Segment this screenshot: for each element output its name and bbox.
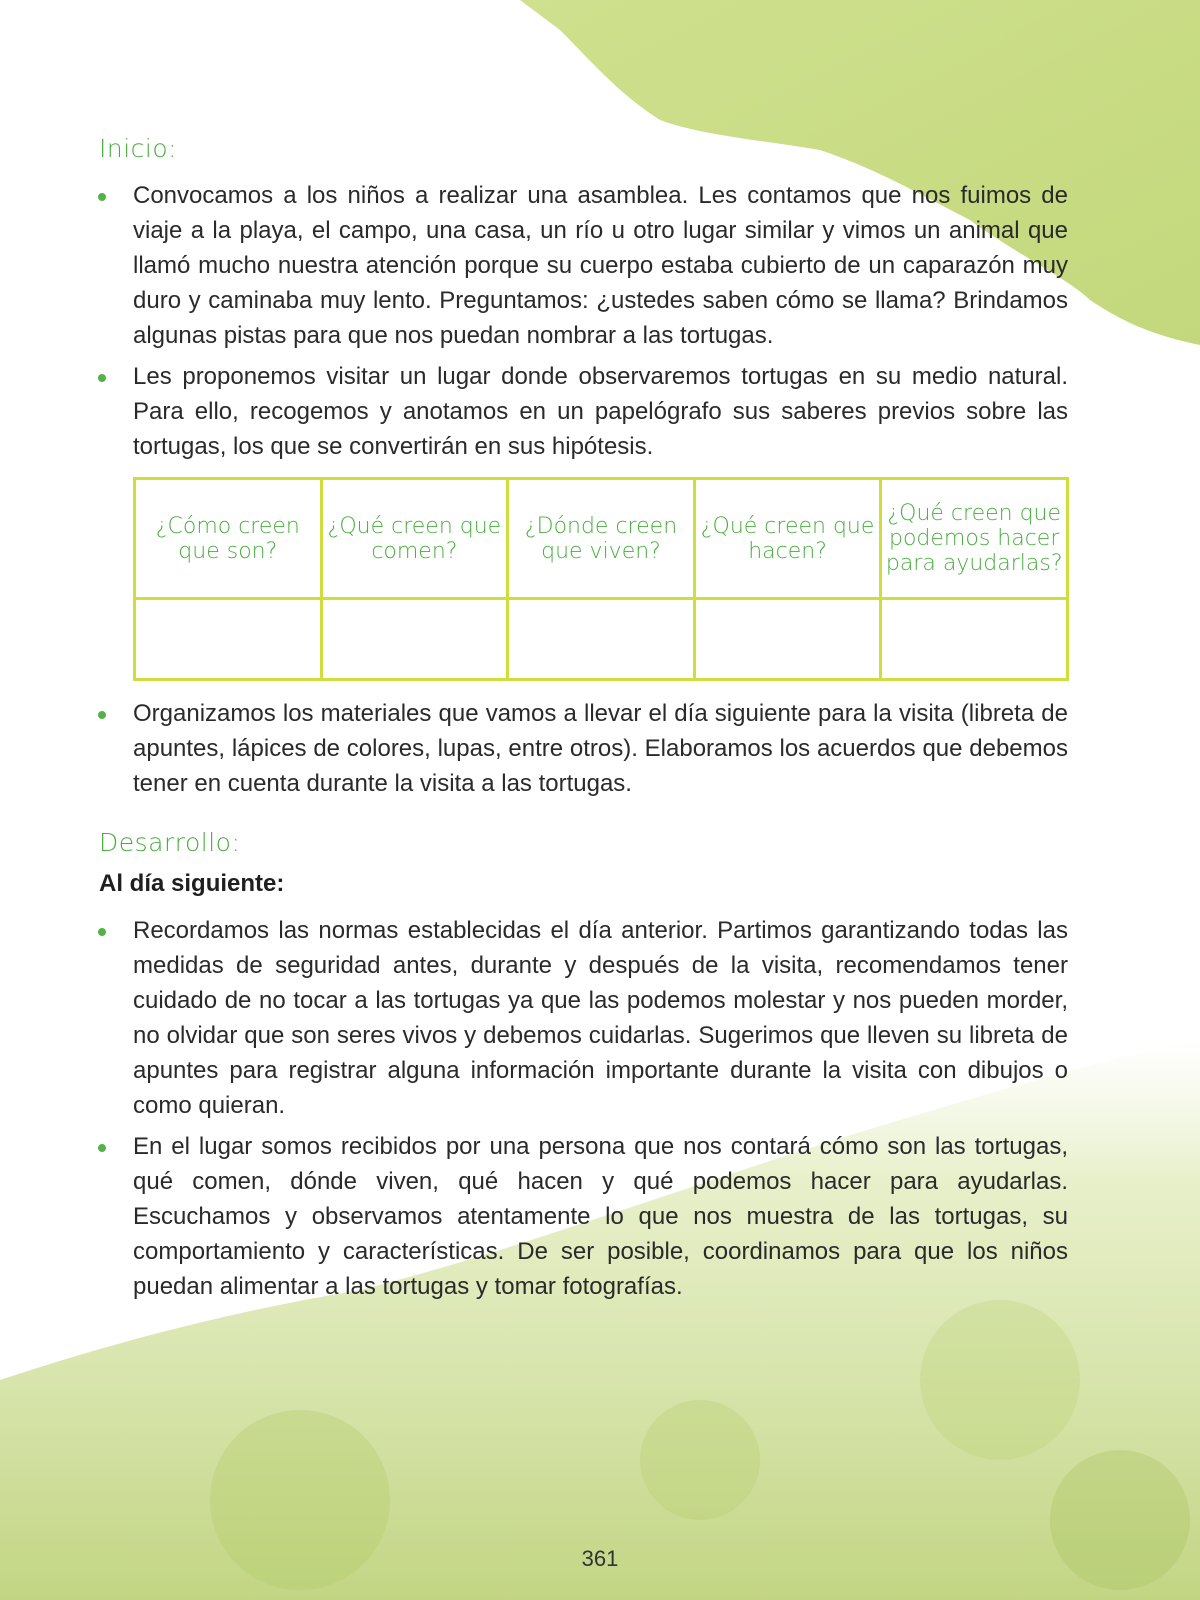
bullet-dot-icon xyxy=(98,374,106,382)
table-cell xyxy=(321,599,508,680)
table-header-cell: ¿Dónde creen que viven? xyxy=(508,479,695,599)
table-row xyxy=(135,599,1068,680)
table-header-cell: ¿Cómo creen que son? xyxy=(135,479,322,599)
inicio-heading: Inicio: xyxy=(99,134,178,163)
desarrollo-heading: Desarrollo: xyxy=(99,828,241,857)
bullet-dot-icon xyxy=(98,928,106,936)
table-cell xyxy=(694,599,881,680)
bullet-dot-icon xyxy=(98,193,106,201)
table-header-row xyxy=(135,479,1068,599)
bullet-dot-icon xyxy=(98,1144,106,1152)
table-cell xyxy=(508,599,695,680)
bullet-dot-icon xyxy=(98,711,106,719)
table-header-cell: ¿Qué creen que hacen? xyxy=(694,479,881,599)
inicio-bullet-list xyxy=(98,178,1068,470)
table-cell xyxy=(881,599,1068,680)
desarrollo-subheading: Al día siguiente: xyxy=(99,870,285,897)
table-header-cell: ¿Qué creen que comen? xyxy=(321,479,508,599)
list-item: Recordamos las normas establecidas el día anterior. Partimos garantizando todas las medidas de seguridad antes, durante y después de la visita, recomendamos tener cuidado de no tocar a las tortugas ya que las podemos molestar y nos pueden morder, no olvidar que son seres vivos y debemos cuidarlas. Sugerimos que lleven su libreta de apuntes para registrar alguna información importante durante la visita con dibujos o como quieran. xyxy=(98,913,1068,1123)
desarrollo-bullet-list xyxy=(98,913,1068,1310)
page-number: 361 xyxy=(581,1546,619,1571)
table-cell xyxy=(135,599,322,680)
list-item: Organizamos los materiales que vamos a llevar el día siguiente para la visita (libreta de apuntes, lápices de colores, lupas, entre otros). Elaboramos los acuerdos que debemos tener en cuenta durante la visita a las tortugas. xyxy=(98,696,1068,801)
hypothesis-table xyxy=(133,477,1069,681)
table-header-cell: ¿Qué creen que podemos hacer para ayudarlas? xyxy=(881,479,1068,599)
list-item: Convocamos a los niños a realizar una asamblea. Les contamos que nos fuimos de viaje a la playa, el campo, una casa, un río u otro lugar similar y vimos un animal que llamó mucho nuestra atención porque su cuerpo estaba cubierto de un caparazón muy duro y caminaba muy lento. Preguntamos: ¿ustedes saben cómo se llama? Brindamos algunas pistas para que nos puedan nombrar a las tortugas. xyxy=(98,178,1068,353)
list-item: Les proponemos visitar un lugar donde observaremos tortugas en su medio natural. Para ello, recogemos y anotamos en un papelógrafo sus saberes previos sobre las tortugas, los que se convertirán en sus hipótesis. xyxy=(98,359,1068,464)
list-item: En el lugar somos recibidos por una persona que nos contará cómo son las tortugas, qué comen, dónde viven, qué hacen y qué podemos hacer para ayudarlas. Escuchamos y observamos atentamente lo que nos muestra de las tortugas, su comportamiento y características. De ser posible, coordinamos para que los niños puedan alimentar a las tortugas y tomar fotografías. xyxy=(98,1129,1068,1304)
inicio-bullet-list-after-table xyxy=(98,696,1068,807)
